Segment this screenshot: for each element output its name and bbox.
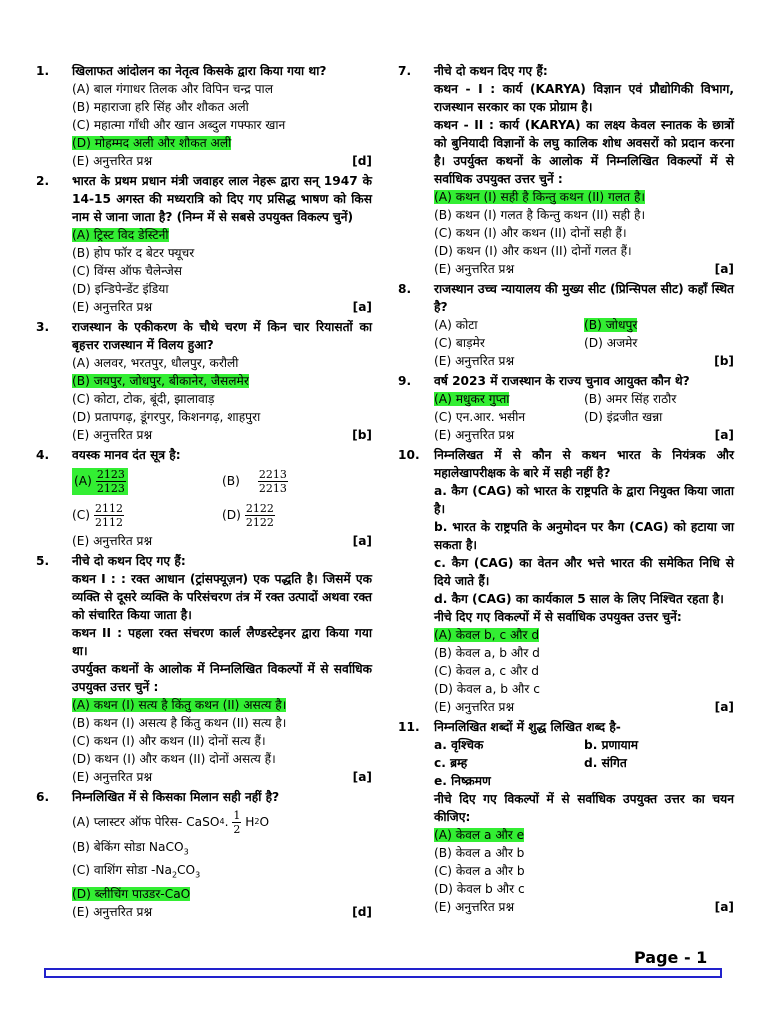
- right-column: [396, 62, 734, 916]
- answer-key: [a]: [714, 428, 734, 442]
- option-a-correct: (A) कथन (I) सही है किन्तु कथन (II) गलत है।: [434, 190, 646, 204]
- option-b-correct: (B) जोधपुर: [584, 318, 638, 332]
- option-e: (E) अनुत्तरित प्रश्न: [434, 700, 515, 714]
- option-a-correct: (A) केवल b, c और d: [434, 628, 540, 642]
- question-text: राजस्थान के एकीकरण के चौथे चरण में किन चार रियासतों का बृहत्तर राजस्थान में विलय हुआ?: [72, 320, 372, 352]
- question-text: वर्ष 2023 में राजस्थान के राज्य चुनाव आयुक्त कौन थे?: [434, 374, 690, 388]
- option-b: (B) अमर सिंह राठौर: [584, 392, 677, 406]
- option-e: (E) अनुत्तरित प्रश्न: [72, 154, 153, 168]
- option-d: (D) इन्डिपेन्डेंट इंडिया: [72, 282, 169, 296]
- question-5: [34, 552, 372, 786]
- question-text: नीचे दो कथन दिए गए हैं:: [72, 554, 186, 568]
- option-c: (C) कथन (I) और कथन (II) दोनों सत्य हैं।: [72, 734, 266, 748]
- left-column: [34, 62, 372, 921]
- instruction: उपर्युक्त कथनों के आलोक में निम्नलिखित विकल्पों में से सर्वाधिक उपयुक्त उत्तर चुनें :: [72, 662, 372, 694]
- question-number: 1.: [36, 64, 50, 78]
- dental-formula-d: $\frac{2122}{2122}$: [245, 501, 274, 529]
- answer-key: [d]: [352, 904, 372, 919]
- option-e: (E) अनुत्तरित प्रश्न: [72, 534, 153, 548]
- option-e: (E) अनुत्तरित प्रश्न: [434, 262, 515, 276]
- statement-1: कथन I : : रक्त आधान (ट्रांसफ्यूज़न) एक पद्धति है। जिसमें एक व्यक्ति से दूसरे व्यक्ति के परिसंचरण तंत्र में रक्त उत्पादों अथवा रक्त को संचारित किया जाता है।: [72, 572, 372, 622]
- option-d: (D) कथन (I) और कथन (II) दोनों गलत हैं।: [434, 244, 632, 258]
- option-a: (A) प्लास्टर ऑफ पेरिस- CaSO 4 . $\frac{1}{2}$ H 2 O: [72, 808, 270, 836]
- question-10: [396, 446, 734, 716]
- option-a-correct: (A) ट्रिस्ट विद डेस्टिनी: [72, 228, 169, 242]
- question-text: निम्नलिखित में से किसका मिलान सही नहीं है?: [72, 790, 280, 804]
- option-b: (B) केवल a, b और d: [434, 646, 540, 660]
- instruction: नीचे दिए गए विकल्पों में से सर्वाधिक उपयुक्त उत्तर का चयन कीजिए:: [434, 792, 734, 824]
- option-e: (E) अनुत्तरित प्रश्न: [72, 770, 153, 784]
- option-c: (C) कथन (I) और कथन (II) दोनों सही हैं।: [434, 226, 627, 240]
- option-d: (D) केवल a, b और c: [434, 682, 540, 696]
- answer-key: [a]: [352, 534, 372, 548]
- option-a: (A) बाल गंगाधर तिलक और विपिन चन्द्र पाल: [72, 82, 273, 96]
- footer-bar: [44, 968, 722, 978]
- statement-b: b. भारत के राष्ट्रपति के अनुमोदन पर कैग (CAG) को हटाया जा सकता है।: [434, 520, 734, 552]
- option-c: (C) बाड़मेर: [434, 336, 485, 350]
- answer-key: [a]: [714, 700, 734, 714]
- option-c: (C) वाशिंग सोडा $-Na_2CO_3$: [72, 863, 201, 880]
- answer-key: [a]: [352, 770, 372, 784]
- question-text: निम्नलिखित शब्दों में शुद्ध लिखित शब्द है-: [434, 720, 621, 734]
- option-d: (D) $\frac{2122}{2122}$: [222, 501, 274, 529]
- answer-key: [a]: [352, 300, 372, 314]
- option-b: (B) $\frac{2213}{2213}$: [222, 467, 287, 495]
- option-a: (A) कोटा: [434, 318, 478, 332]
- option-d: (D) अजमेर: [584, 336, 638, 350]
- question-text: भारत के प्रथम प्रधान मंत्री जवाहर लाल नेहरू द्वारा सन् 1947 के 14-15 अगस्त की मध्यरात्रि को दिए गए प्रसिद्ध भाषण को किस नाम से जाना जाता है? (निम्न में से सबसे उपयुक्त विकल्प चुनें): [72, 174, 372, 224]
- question-text: वयस्क मानव दंत सूत्र है:: [72, 448, 181, 462]
- option-e: (E) अनुत्तरित प्रश्न: [72, 904, 153, 919]
- question-8: [396, 280, 734, 370]
- instruction: नीचे दिए गए विकल्पों में से सर्वाधिक उपयुक्त उत्तर चुनें:: [434, 610, 682, 624]
- option-e: (E) अनुत्तरित प्रश्न: [434, 428, 515, 442]
- page-number: Page - 1: [634, 948, 708, 967]
- statement-2: कथन - II : कार्य (KARYA) का लक्ष्य केवल स्नातक के छात्रों को बुनियादी विज्ञानों के लघु कालिक शोध अवसरों को प्रदान करना है। उपर्युक्त कथनों के आलोक में निम्नलिखित विकल्पों में से सर्वाधिक उपयुक्त उत्तर चुनें :: [434, 118, 734, 186]
- option-c: (C) $\frac{2112}{2112}$: [72, 501, 124, 529]
- statement-1: कथन - I : कार्य (KARYA) विज्ञान एवं प्रौद्योगिकी विभाग, राजस्थान सरकार का एक प्रोग्राम है।: [434, 82, 734, 114]
- question-4: [34, 446, 372, 550]
- dental-formula-a: $\frac{2123}{2123}$: [96, 467, 125, 495]
- option-c: (C) केवल a और b: [434, 864, 525, 878]
- statement-2: कथन II : पहला रक्त संचरण कार्ल लैण्डस्टेइनर द्वारा किया गया था।: [72, 626, 372, 658]
- option-e: (E) अनुत्तरित प्रश्न: [434, 900, 515, 914]
- word-d: d. संगित: [584, 756, 627, 770]
- question-number: 6.: [36, 790, 50, 804]
- option-c: (C) विंग्स ऑफ चैलेन्जेस: [72, 264, 183, 278]
- question-number: 10.: [398, 448, 420, 462]
- question-text: खिलाफत आंदोलन का नेतृत्व किसके द्वारा किया गया था?: [72, 64, 327, 78]
- question-number: 8.: [398, 282, 412, 296]
- option-d: (D) केवल b और c: [434, 882, 525, 896]
- option-e: (E) अनुत्तरित प्रश्न: [72, 428, 153, 442]
- option-d: (D) प्रतापगढ़, डूंगरपुर, किशनगढ़, शाहपुरा: [72, 410, 261, 424]
- question-7: [396, 62, 734, 278]
- option-c: (C) केवल a, c और d: [434, 664, 540, 678]
- dental-formula-b: $\frac{2213}{2213}$: [258, 467, 287, 495]
- answer-key: [d]: [352, 154, 372, 168]
- question-2: [34, 172, 372, 316]
- option-c: (C) एन.आर. भसीन: [434, 410, 526, 424]
- question-number: 3.: [36, 320, 50, 334]
- answer-key: [a]: [714, 262, 734, 276]
- dental-formula-c: $\frac{2112}{2112}$: [95, 501, 124, 529]
- question-text: निम्नलिखत में से कौन से कथन भारत के नियंत्रक और महालेखापरीक्षक के बारे में सही नहीं है?: [434, 448, 734, 480]
- question-text: नीचे दो कथन दिए गए हैं:: [434, 64, 548, 78]
- question-text: राजस्थान उच्च न्यायालय की मुख्य सीट (प्रिन्सिपल सीट) कहाँ स्थित है?: [434, 282, 734, 314]
- option-b: (B) होप फॉर द बेटर फ्यूचर: [72, 246, 195, 260]
- option-a-correct: (A) कथन (I) सत्य है किंतु कथन (II) असत्य है।: [72, 698, 287, 712]
- option-a-correct: (A) मधुकर गुप्ता: [434, 392, 510, 406]
- option-b: (B) महाराजा हरि सिंह और शौकत अली: [72, 100, 249, 114]
- question-1: [34, 62, 372, 170]
- question-number: 4.: [36, 448, 50, 462]
- half-fraction: $\frac{1}{2}$: [233, 808, 241, 836]
- question-number: 11.: [398, 720, 420, 734]
- option-d-correct: (D) ब्लीचिंग पाउडर-CaO: [72, 886, 191, 901]
- word-e: e. निष्क्रमण: [434, 774, 491, 788]
- question-3: [34, 318, 372, 444]
- option-a: (A) अलवर, भरतपुर, धौलपुर, करौली: [72, 356, 239, 370]
- option-d: (D) कथन (I) और कथन (II) दोनों असत्य हैं।: [72, 752, 276, 766]
- question-9: [396, 372, 734, 444]
- answer-key: [a]: [714, 900, 734, 914]
- option-c: (C) कोटा, टोक, बूंदी, झालावाड़: [72, 392, 215, 406]
- option-e: (E) अनुत्तरित प्रश्न: [434, 354, 515, 368]
- option-a-correct: (A) $\frac{2123}{2123}$: [72, 468, 128, 495]
- option-b: (B) कथन (I) गलत है किन्तु कथन (II) सही है।: [434, 208, 646, 222]
- option-e: (E) अनुत्तरित प्रश्न: [72, 300, 153, 314]
- statement-c: c. कैग (CAG) का वेतन और भत्ते भारत की समेकित निधि से दिये जाते हैं।: [434, 556, 734, 588]
- answer-key: [b]: [714, 354, 734, 368]
- question-number: 9.: [398, 374, 412, 388]
- question-number: 2.: [36, 174, 50, 188]
- option-d-correct: (D) मोहम्मद अली और शौकत अली: [72, 136, 232, 150]
- question-number: 5.: [36, 554, 50, 568]
- option-c: (C) महात्मा गाँधी और खान अब्दुल गफ्फार खान: [72, 118, 286, 132]
- option-b: (B) केवल a और b: [434, 846, 525, 860]
- answer-key: [b]: [352, 428, 372, 442]
- option-b: (B) कथन (I) असत्य है किंतु कथन (II) सत्य है।: [72, 716, 287, 730]
- word-a: a. वृश्चिक: [434, 738, 484, 752]
- question-11: [396, 718, 734, 916]
- question-6: [34, 788, 372, 921]
- option-a-correct: (A) केवल a और e: [434, 828, 525, 842]
- option-d: (D) इंद्रजीत खन्ना: [584, 410, 663, 424]
- word-c: c. ब्रम्ह: [434, 756, 468, 770]
- question-number: 7.: [398, 64, 412, 78]
- option-b-correct: (B) जयपुर, जोधपुर, बीकानेर, जैसलमेर: [72, 374, 249, 388]
- statement-d: d. कैग (CAG) का कार्यकाल 5 साल के लिए निश्चित रहता है।: [434, 592, 724, 606]
- word-b: b. प्रणायाम: [584, 738, 639, 752]
- statement-a: a. कैग (CAG) को भारत के राष्ट्रपति के द्वारा नियुक्त किया जाता है।: [434, 484, 734, 516]
- option-b: (B) बेकिंग सोडा NaCO$_3$: [72, 840, 189, 857]
